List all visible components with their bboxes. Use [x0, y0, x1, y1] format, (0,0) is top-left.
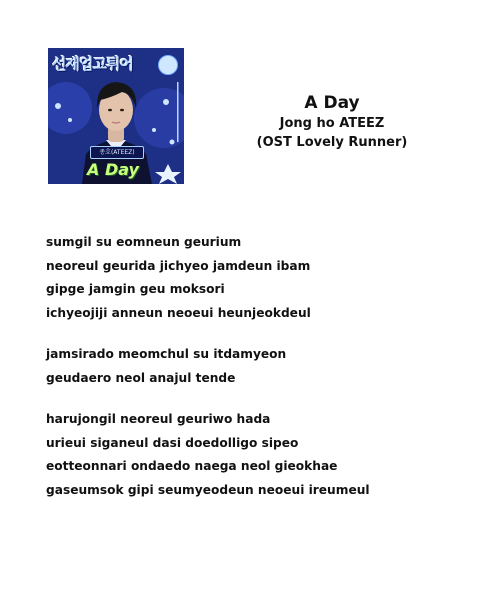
lyric-line: harujongil neoreul geuriwo hada [46, 412, 271, 426]
cover-name-tag: 종호(ATEEZ) [90, 146, 144, 159]
lyric-line: gipge jamgin geu moksori [46, 282, 225, 296]
lyric-line: sumgil su eomneun geurium [46, 235, 242, 249]
lyric-line: geudaero neol anajul tende [46, 370, 236, 385]
lyric-line: ichyeojiji anneun neoeui heunjeokdeul [46, 305, 311, 320]
lyrics-stanza-1 [46, 231, 466, 325]
lyric-line: neoreul geurida jichyeo jamdeun ibam [46, 258, 311, 273]
album-cover [48, 48, 184, 184]
lyric-line: urieui siganeul dasi doedolligo sipeo [46, 435, 299, 450]
song-ost: (OST Lovely Runner) [256, 135, 408, 150]
song-title: A Day [304, 93, 360, 113]
song-info [240, 92, 424, 152]
lyric-line: jamsirado meomchul su itdamyeon [46, 347, 287, 361]
lyrics-stanza-2 [46, 343, 466, 390]
song-artist: Jong ho ATEEZ [279, 116, 385, 131]
cover-sticker [158, 55, 178, 75]
cover-drama-title: 선재업고튀어 [52, 55, 133, 73]
cover-side-text-decoration [173, 82, 183, 142]
lyrics [46, 231, 466, 520]
lyric-line: eotteonnari ondaedo naega neol gieokhae [46, 459, 338, 473]
lyrics-stanza-3 [46, 408, 466, 502]
lyric-line: gaseumsok gipi seumyeodeun neoeui ireumeul [46, 482, 370, 497]
cover-logo: A Day [87, 160, 139, 179]
